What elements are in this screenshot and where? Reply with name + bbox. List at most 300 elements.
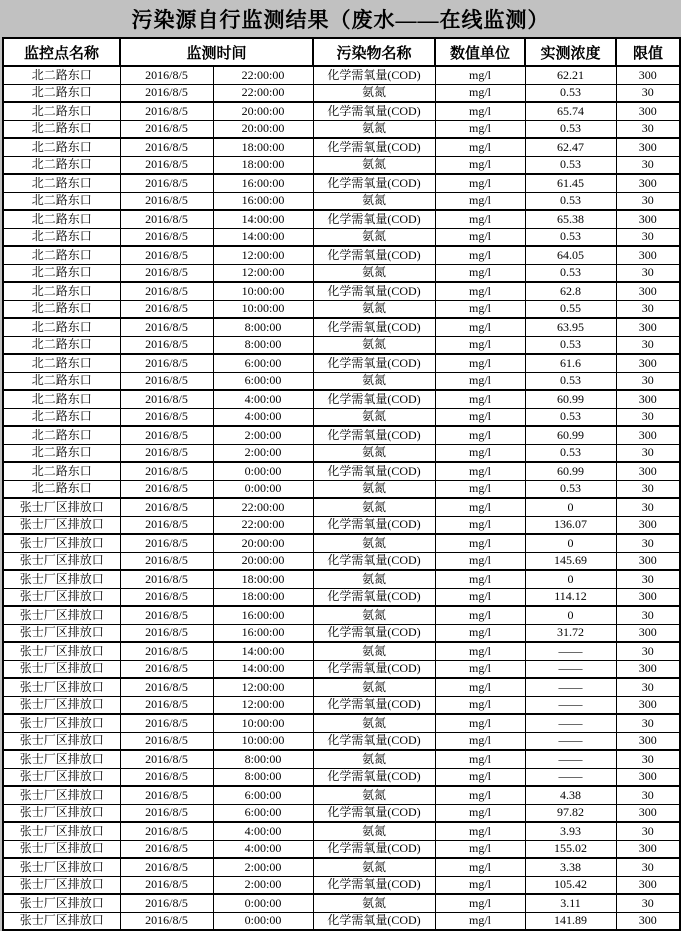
limit-cell: 300: [616, 210, 680, 228]
station-cell: 北二路东口: [3, 102, 120, 120]
page-title: 污染源自行监测结果（废水——在线监测）: [0, 0, 681, 37]
measured-value-cell: 3.38: [525, 858, 616, 876]
station-cell: 张士厂区排放口: [3, 894, 120, 912]
limit-cell: 300: [616, 696, 680, 714]
station-cell: 张士厂区排放口: [3, 786, 120, 804]
limit-cell: 30: [616, 678, 680, 696]
pollutant-cell: 氨氮: [313, 822, 435, 840]
unit-cell: mg/l: [435, 228, 525, 246]
pollutant-cell: 氨氮: [313, 336, 435, 354]
date-cell: 2016/8/5: [120, 102, 213, 120]
station-cell: 张士厂区排放口: [3, 516, 120, 534]
measured-value-cell: 0.53: [525, 120, 616, 138]
date-cell: 2016/8/5: [120, 336, 213, 354]
station-cell: 北二路东口: [3, 228, 120, 246]
measured-value-cell: 62.8: [525, 282, 616, 300]
pollutant-cell: 化学需氧量(COD): [313, 246, 435, 264]
station-cell: 北二路东口: [3, 156, 120, 174]
table-row: [3, 894, 680, 912]
station-cell: 北二路东口: [3, 408, 120, 426]
unit-cell: mg/l: [435, 120, 525, 138]
table-row: [3, 408, 680, 426]
date-cell: 2016/8/5: [120, 588, 213, 606]
date-cell: 2016/8/5: [120, 696, 213, 714]
date-cell: 2016/8/5: [120, 444, 213, 462]
table-row: [3, 714, 680, 732]
limit-cell: 30: [616, 534, 680, 552]
time-cell: 14:00:00: [213, 642, 313, 660]
measured-value-cell: 0.53: [525, 444, 616, 462]
station-cell: 北二路东口: [3, 444, 120, 462]
pollutant-cell: 化学需氧量(COD): [313, 912, 435, 930]
pollutant-cell: 氨氮: [313, 858, 435, 876]
unit-cell: mg/l: [435, 174, 525, 192]
limit-cell: 30: [616, 156, 680, 174]
limit-cell: 30: [616, 336, 680, 354]
measured-value-cell: 62.47: [525, 138, 616, 156]
station-cell: 北二路东口: [3, 462, 120, 480]
measured-value-cell: 0.53: [525, 336, 616, 354]
time-cell: 8:00:00: [213, 336, 313, 354]
date-cell: 2016/8/5: [120, 786, 213, 804]
station-cell: 张士厂区排放口: [3, 732, 120, 750]
pollutant-cell: 化学需氧量(COD): [313, 354, 435, 372]
time-cell: 6:00:00: [213, 786, 313, 804]
pollutant-cell: 化学需氧量(COD): [313, 282, 435, 300]
date-cell: 2016/8/5: [120, 354, 213, 372]
date-cell: 2016/8/5: [120, 516, 213, 534]
pollutant-cell: 氨氮: [313, 534, 435, 552]
station-cell: 张士厂区排放口: [3, 660, 120, 678]
pollutant-cell: 氨氮: [313, 300, 435, 318]
table-row: [3, 498, 680, 516]
station-cell: 张士厂区排放口: [3, 858, 120, 876]
unit-cell: mg/l: [435, 858, 525, 876]
station-cell: 北二路东口: [3, 246, 120, 264]
unit-cell: mg/l: [435, 804, 525, 822]
time-cell: 22:00:00: [213, 84, 313, 102]
col-header-limit: 限值: [616, 38, 680, 66]
time-cell: 6:00:00: [213, 354, 313, 372]
unit-cell: mg/l: [435, 498, 525, 516]
pollutant-cell: 化学需氧量(COD): [313, 552, 435, 570]
measured-value-cell: 145.69: [525, 552, 616, 570]
table-row: [3, 426, 680, 444]
station-cell: 北二路东口: [3, 282, 120, 300]
measured-value-cell: ——: [525, 750, 616, 768]
limit-cell: 300: [616, 624, 680, 642]
table-row: [3, 300, 680, 318]
measured-value-cell: ——: [525, 768, 616, 786]
limit-cell: 30: [616, 822, 680, 840]
measured-value-cell: 61.6: [525, 354, 616, 372]
time-cell: 18:00:00: [213, 156, 313, 174]
date-cell: 2016/8/5: [120, 606, 213, 624]
limit-cell: 30: [616, 786, 680, 804]
table-row: [3, 354, 680, 372]
station-cell: 张士厂区排放口: [3, 552, 120, 570]
time-cell: 12:00:00: [213, 678, 313, 696]
measured-value-cell: 65.38: [525, 210, 616, 228]
measured-value-cell: 0.53: [525, 192, 616, 210]
time-cell: 2:00:00: [213, 426, 313, 444]
pollutant-cell: 化学需氧量(COD): [313, 462, 435, 480]
unit-cell: mg/l: [435, 390, 525, 408]
unit-cell: mg/l: [435, 372, 525, 390]
time-cell: 4:00:00: [213, 390, 313, 408]
station-cell: 北二路东口: [3, 84, 120, 102]
time-cell: 20:00:00: [213, 102, 313, 120]
unit-cell: mg/l: [435, 660, 525, 678]
unit-cell: mg/l: [435, 876, 525, 894]
unit-cell: mg/l: [435, 210, 525, 228]
date-cell: 2016/8/5: [120, 462, 213, 480]
measured-value-cell: 0.53: [525, 408, 616, 426]
pollutant-cell: 化学需氧量(COD): [313, 516, 435, 534]
pollutant-cell: 化学需氧量(COD): [313, 138, 435, 156]
time-cell: 16:00:00: [213, 624, 313, 642]
unit-cell: mg/l: [435, 138, 525, 156]
date-cell: 2016/8/5: [120, 822, 213, 840]
pollutant-cell: 氨氮: [313, 480, 435, 498]
pollutant-cell: 化学需氧量(COD): [313, 804, 435, 822]
measured-value-cell: 114.12: [525, 588, 616, 606]
measured-value-cell: 155.02: [525, 840, 616, 858]
date-cell: 2016/8/5: [120, 552, 213, 570]
header-row: [3, 38, 680, 66]
date-cell: 2016/8/5: [120, 300, 213, 318]
station-cell: 北二路东口: [3, 336, 120, 354]
table-row: [3, 858, 680, 876]
unit-cell: mg/l: [435, 192, 525, 210]
limit-cell: 300: [616, 768, 680, 786]
time-cell: 14:00:00: [213, 660, 313, 678]
limit-cell: 30: [616, 606, 680, 624]
unit-cell: mg/l: [435, 822, 525, 840]
table-row: [3, 84, 680, 102]
measured-value-cell: 60.99: [525, 462, 616, 480]
date-cell: 2016/8/5: [120, 84, 213, 102]
unit-cell: mg/l: [435, 102, 525, 120]
pollutant-cell: 化学需氧量(COD): [313, 732, 435, 750]
date-cell: 2016/8/5: [120, 894, 213, 912]
date-cell: 2016/8/5: [120, 264, 213, 282]
measured-value-cell: ——: [525, 660, 616, 678]
table-row: [3, 552, 680, 570]
limit-cell: 30: [616, 300, 680, 318]
pollutant-cell: 化学需氧量(COD): [313, 426, 435, 444]
station-cell: 北二路东口: [3, 174, 120, 192]
time-cell: 20:00:00: [213, 534, 313, 552]
table-row: [3, 156, 680, 174]
limit-cell: 300: [616, 732, 680, 750]
table-row: [3, 696, 680, 714]
measured-value-cell: ——: [525, 642, 616, 660]
measured-value-cell: 136.07: [525, 516, 616, 534]
table-row: [3, 336, 680, 354]
measured-value-cell: 0.53: [525, 264, 616, 282]
unit-cell: mg/l: [435, 552, 525, 570]
time-cell: 8:00:00: [213, 768, 313, 786]
unit-cell: mg/l: [435, 894, 525, 912]
time-cell: 8:00:00: [213, 318, 313, 336]
station-cell: 北二路东口: [3, 390, 120, 408]
pollutant-cell: 氨氮: [313, 84, 435, 102]
date-cell: 2016/8/5: [120, 174, 213, 192]
station-cell: 北二路东口: [3, 138, 120, 156]
unit-cell: mg/l: [435, 66, 525, 84]
date-cell: 2016/8/5: [120, 138, 213, 156]
station-cell: 北二路东口: [3, 192, 120, 210]
measured-value-cell: 0.53: [525, 156, 616, 174]
pollutant-cell: 氨氮: [313, 750, 435, 768]
pollutant-cell: 氨氮: [313, 570, 435, 588]
station-cell: 张士厂区排放口: [3, 714, 120, 732]
table-row: [3, 390, 680, 408]
measured-value-cell: 31.72: [525, 624, 616, 642]
limit-cell: 300: [616, 804, 680, 822]
date-cell: 2016/8/5: [120, 876, 213, 894]
limit-cell: 30: [616, 498, 680, 516]
date-cell: 2016/8/5: [120, 192, 213, 210]
table-row: [3, 642, 680, 660]
unit-cell: mg/l: [435, 642, 525, 660]
date-cell: 2016/8/5: [120, 732, 213, 750]
station-cell: 张士厂区排放口: [3, 822, 120, 840]
time-cell: 18:00:00: [213, 588, 313, 606]
limit-cell: 300: [616, 138, 680, 156]
pollutant-cell: 化学需氧量(COD): [313, 102, 435, 120]
unit-cell: mg/l: [435, 768, 525, 786]
limit-cell: 300: [616, 390, 680, 408]
unit-cell: mg/l: [435, 408, 525, 426]
time-cell: 0:00:00: [213, 894, 313, 912]
limit-cell: 300: [616, 282, 680, 300]
limit-cell: 30: [616, 570, 680, 588]
table-row: [3, 264, 680, 282]
table-row: [3, 624, 680, 642]
limit-cell: 300: [616, 354, 680, 372]
limit-cell: 300: [616, 426, 680, 444]
date-cell: 2016/8/5: [120, 318, 213, 336]
unit-cell: mg/l: [435, 264, 525, 282]
measured-value-cell: 0: [525, 534, 616, 552]
limit-cell: 300: [616, 66, 680, 84]
measured-value-cell: 97.82: [525, 804, 616, 822]
date-cell: 2016/8/5: [120, 840, 213, 858]
limit-cell: 300: [616, 246, 680, 264]
station-cell: 北二路东口: [3, 300, 120, 318]
pollutant-cell: 氨氮: [313, 606, 435, 624]
date-cell: 2016/8/5: [120, 678, 213, 696]
date-cell: 2016/8/5: [120, 156, 213, 174]
station-cell: 张士厂区排放口: [3, 750, 120, 768]
pollutant-cell: 氨氮: [313, 192, 435, 210]
station-cell: 张士厂区排放口: [3, 876, 120, 894]
station-cell: 张士厂区排放口: [3, 696, 120, 714]
limit-cell: 300: [616, 174, 680, 192]
table-row: [3, 102, 680, 120]
limit-cell: 30: [616, 228, 680, 246]
pollutant-cell: 氨氮: [313, 120, 435, 138]
station-cell: 张士厂区排放口: [3, 534, 120, 552]
table-row: [3, 822, 680, 840]
unit-cell: mg/l: [435, 354, 525, 372]
station-cell: 北二路东口: [3, 264, 120, 282]
measured-value-cell: 63.95: [525, 318, 616, 336]
table-row: [3, 678, 680, 696]
table-row: [3, 318, 680, 336]
station-cell: 张士厂区排放口: [3, 498, 120, 516]
unit-cell: mg/l: [435, 912, 525, 930]
col-header-unit: 数值单位: [435, 38, 525, 66]
unit-cell: mg/l: [435, 300, 525, 318]
limit-cell: 30: [616, 120, 680, 138]
date-cell: 2016/8/5: [120, 642, 213, 660]
unit-cell: mg/l: [435, 426, 525, 444]
pollutant-cell: 化学需氧量(COD): [313, 876, 435, 894]
measured-value-cell: 3.11: [525, 894, 616, 912]
pollutant-cell: 化学需氧量(COD): [313, 768, 435, 786]
station-cell: 张士厂区排放口: [3, 678, 120, 696]
limit-cell: 30: [616, 894, 680, 912]
limit-cell: 30: [616, 264, 680, 282]
limit-cell: 300: [616, 318, 680, 336]
measured-value-cell: ——: [525, 678, 616, 696]
limit-cell: 300: [616, 588, 680, 606]
pollutant-cell: 化学需氧量(COD): [313, 174, 435, 192]
time-cell: 2:00:00: [213, 858, 313, 876]
time-cell: 12:00:00: [213, 264, 313, 282]
time-cell: 16:00:00: [213, 192, 313, 210]
measured-value-cell: 0.55: [525, 300, 616, 318]
measured-value-cell: 105.42: [525, 876, 616, 894]
time-cell: 14:00:00: [213, 228, 313, 246]
table-row: [3, 912, 680, 930]
pollutant-cell: 氨氮: [313, 642, 435, 660]
unit-cell: mg/l: [435, 246, 525, 264]
date-cell: 2016/8/5: [120, 282, 213, 300]
pollutant-cell: 化学需氧量(COD): [313, 588, 435, 606]
unit-cell: mg/l: [435, 156, 525, 174]
time-cell: 0:00:00: [213, 480, 313, 498]
pollutant-cell: 氨氮: [313, 498, 435, 516]
time-cell: 20:00:00: [213, 120, 313, 138]
date-cell: 2016/8/5: [120, 714, 213, 732]
table-row: [3, 282, 680, 300]
time-cell: 16:00:00: [213, 606, 313, 624]
time-cell: 18:00:00: [213, 570, 313, 588]
pollutant-cell: 化学需氧量(COD): [313, 840, 435, 858]
table-row: [3, 606, 680, 624]
station-cell: 北二路东口: [3, 318, 120, 336]
pollutant-cell: 氨氮: [313, 156, 435, 174]
unit-cell: mg/l: [435, 696, 525, 714]
date-cell: 2016/8/5: [120, 534, 213, 552]
time-cell: 2:00:00: [213, 444, 313, 462]
limit-cell: 30: [616, 408, 680, 426]
unit-cell: mg/l: [435, 282, 525, 300]
table-row: [3, 120, 680, 138]
unit-cell: mg/l: [435, 318, 525, 336]
pollutant-cell: 氨氮: [313, 678, 435, 696]
limit-cell: 30: [616, 642, 680, 660]
limit-cell: 300: [616, 462, 680, 480]
unit-cell: mg/l: [435, 570, 525, 588]
time-cell: 10:00:00: [213, 282, 313, 300]
time-cell: 4:00:00: [213, 822, 313, 840]
time-cell: 22:00:00: [213, 516, 313, 534]
measured-value-cell: 0.53: [525, 228, 616, 246]
date-cell: 2016/8/5: [120, 660, 213, 678]
pollutant-cell: 化学需氧量(COD): [313, 624, 435, 642]
unit-cell: mg/l: [435, 714, 525, 732]
table-row: [3, 732, 680, 750]
table-row: [3, 534, 680, 552]
station-cell: 张士厂区排放口: [3, 768, 120, 786]
limit-cell: 300: [616, 516, 680, 534]
time-cell: 22:00:00: [213, 498, 313, 516]
pollutant-cell: 化学需氧量(COD): [313, 696, 435, 714]
col-header-pollutant: 污染物名称: [313, 38, 435, 66]
time-cell: 14:00:00: [213, 210, 313, 228]
time-cell: 18:00:00: [213, 138, 313, 156]
table-row: [3, 210, 680, 228]
measured-value-cell: ——: [525, 714, 616, 732]
pollutant-cell: 化学需氧量(COD): [313, 390, 435, 408]
table-row: [3, 192, 680, 210]
unit-cell: mg/l: [435, 336, 525, 354]
monitoring-results-table: [2, 37, 681, 931]
table-row: [3, 570, 680, 588]
time-cell: 10:00:00: [213, 300, 313, 318]
time-cell: 0:00:00: [213, 912, 313, 930]
unit-cell: mg/l: [435, 588, 525, 606]
unit-cell: mg/l: [435, 786, 525, 804]
limit-cell: 30: [616, 444, 680, 462]
date-cell: 2016/8/5: [120, 372, 213, 390]
date-cell: 2016/8/5: [120, 426, 213, 444]
table-row: [3, 768, 680, 786]
date-cell: 2016/8/5: [120, 228, 213, 246]
measured-value-cell: ——: [525, 732, 616, 750]
date-cell: 2016/8/5: [120, 120, 213, 138]
measured-value-cell: 3.93: [525, 822, 616, 840]
station-cell: 张士厂区排放口: [3, 840, 120, 858]
time-cell: 8:00:00: [213, 750, 313, 768]
station-cell: 张士厂区排放口: [3, 570, 120, 588]
time-cell: 6:00:00: [213, 804, 313, 822]
date-cell: 2016/8/5: [120, 480, 213, 498]
date-cell: 2016/8/5: [120, 570, 213, 588]
pollutant-cell: 化学需氧量(COD): [313, 660, 435, 678]
limit-cell: 300: [616, 660, 680, 678]
date-cell: 2016/8/5: [120, 768, 213, 786]
station-cell: 北二路东口: [3, 372, 120, 390]
pollutant-cell: 氨氮: [313, 228, 435, 246]
time-cell: 22:00:00: [213, 66, 313, 84]
time-cell: 12:00:00: [213, 246, 313, 264]
date-cell: 2016/8/5: [120, 408, 213, 426]
pollutant-cell: 氨氮: [313, 714, 435, 732]
table-row: [3, 246, 680, 264]
unit-cell: mg/l: [435, 840, 525, 858]
station-cell: 张士厂区排放口: [3, 642, 120, 660]
date-cell: 2016/8/5: [120, 390, 213, 408]
table-row: [3, 840, 680, 858]
unit-cell: mg/l: [435, 462, 525, 480]
unit-cell: mg/l: [435, 732, 525, 750]
